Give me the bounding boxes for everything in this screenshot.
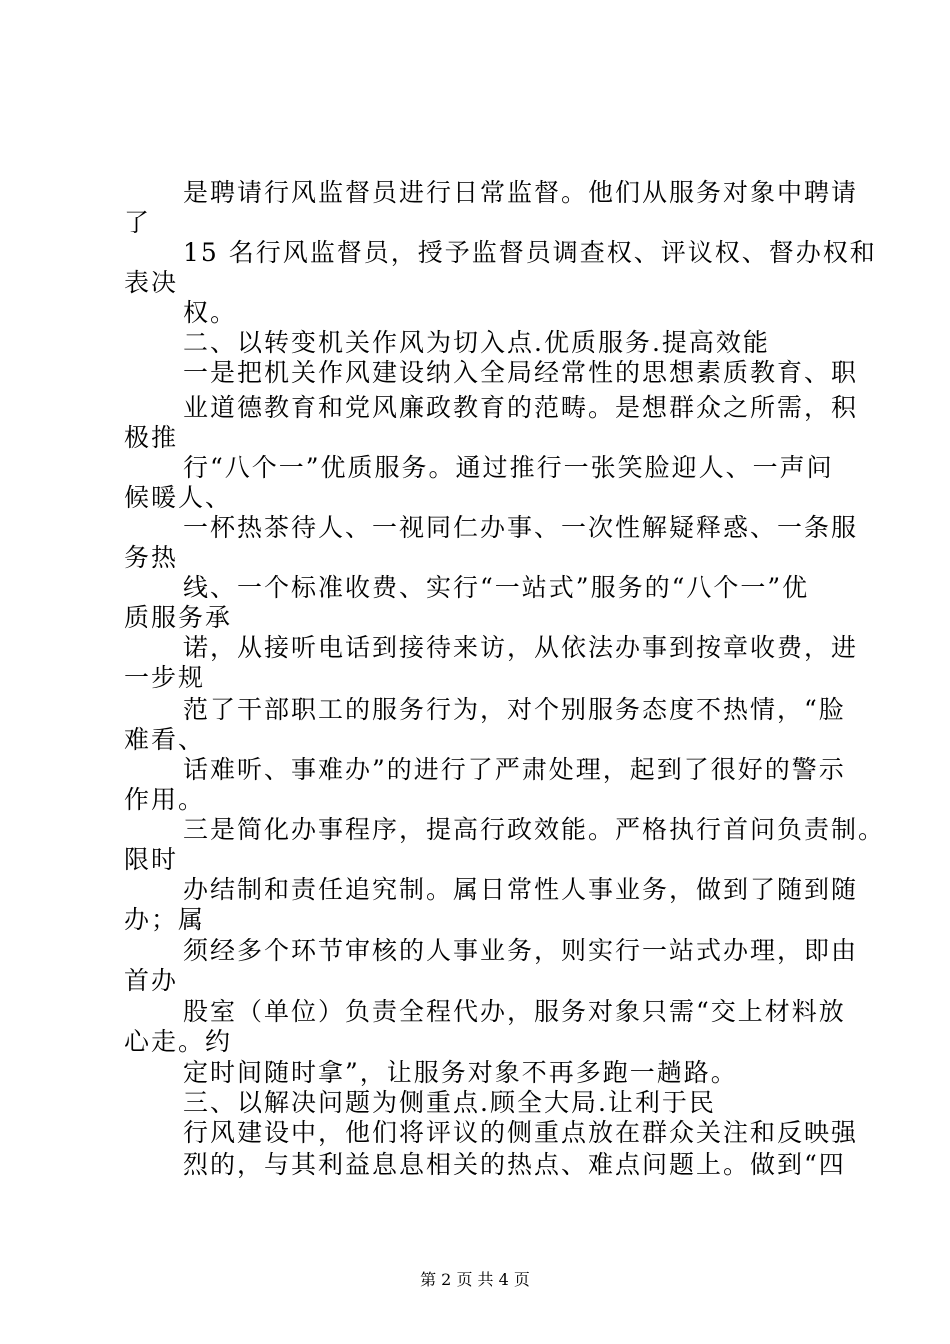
text-line: 务热	[124, 543, 179, 572]
section-heading: 二、以转变机关作风为切入点.优质服务.提高效能	[183, 328, 770, 357]
text-line: 行“八个一”优质服务。通过推行一张笑脸迎人、一声问	[183, 453, 834, 482]
text-line: 话难听、事难办”的进行了严肃处理，起到了很好的警示	[183, 755, 846, 784]
text-line: 定时间随时拿”，让服务对象不再多跑一趟路。	[183, 1058, 738, 1087]
text-line: 烈的，与其利益息息相关的热点、难点问题上。做到“四	[183, 1150, 846, 1179]
text-line: 是聘请行风监督员进行日常监督。他们从服务对象中聘请	[183, 178, 859, 207]
text-line: 一杯热茶待人、一视同仁办事、一次性解疑释惑、一条服	[183, 513, 859, 542]
text-line: 诺，从接听电话到接待来访，从依法办事到按章收费，进	[183, 633, 859, 662]
text-line: 三是简化办事程序，提高行政效能。严格执行首问负责制。	[183, 815, 886, 844]
text-line: 难看、	[124, 725, 206, 754]
text-line: 一是把机关作风建设纳入全局经常性的思想素质教育、职	[183, 358, 859, 387]
text-line: 权。	[183, 298, 238, 327]
text-line: 办；属	[124, 905, 206, 934]
text-line: 极推	[124, 423, 179, 452]
text-line: 范了干部职工的服务行为，对个别服务态度不热情，“脸	[183, 695, 846, 724]
text-line: 表决	[124, 268, 179, 297]
text-line: 了	[124, 208, 152, 237]
text-line: 业道德教育和党风廉政教育的范畴。是想群众之所需，积	[183, 393, 859, 422]
text-line: 股室（单位）负责全程代办，服务对象只需“交上材料放	[183, 997, 846, 1026]
page-number-footer: 第 2 页 共 4 页	[420, 1270, 530, 1289]
text-line: 首办	[124, 966, 179, 995]
text-line: 候暖人、	[124, 483, 233, 512]
section-heading: 三、以解决问题为侧重点.顾全大局.让利于民	[183, 1088, 716, 1117]
text-line: 限时	[124, 845, 179, 874]
text-line: 质服务承	[124, 603, 233, 632]
text-line: 作用。	[124, 785, 206, 814]
text-line: 15 名行风监督员，授予监督员调查权、评议权、督办权和	[183, 238, 877, 267]
text-line: 行风建设中，他们将评议的侧重点放在群众关注和反映强	[183, 1118, 859, 1147]
text-line: 线、一个标准收费、实行“一站式”服务的“八个一”优	[183, 573, 810, 602]
text-line: 办结制和责任追究制。属日常性人事业务，做到了随到随	[183, 875, 859, 904]
text-line: 心走。约	[124, 1027, 233, 1056]
text-line: 须经多个环节审核的人事业务，则实行一站式办理，即由	[183, 936, 859, 965]
text-line: 一步规	[124, 663, 206, 692]
